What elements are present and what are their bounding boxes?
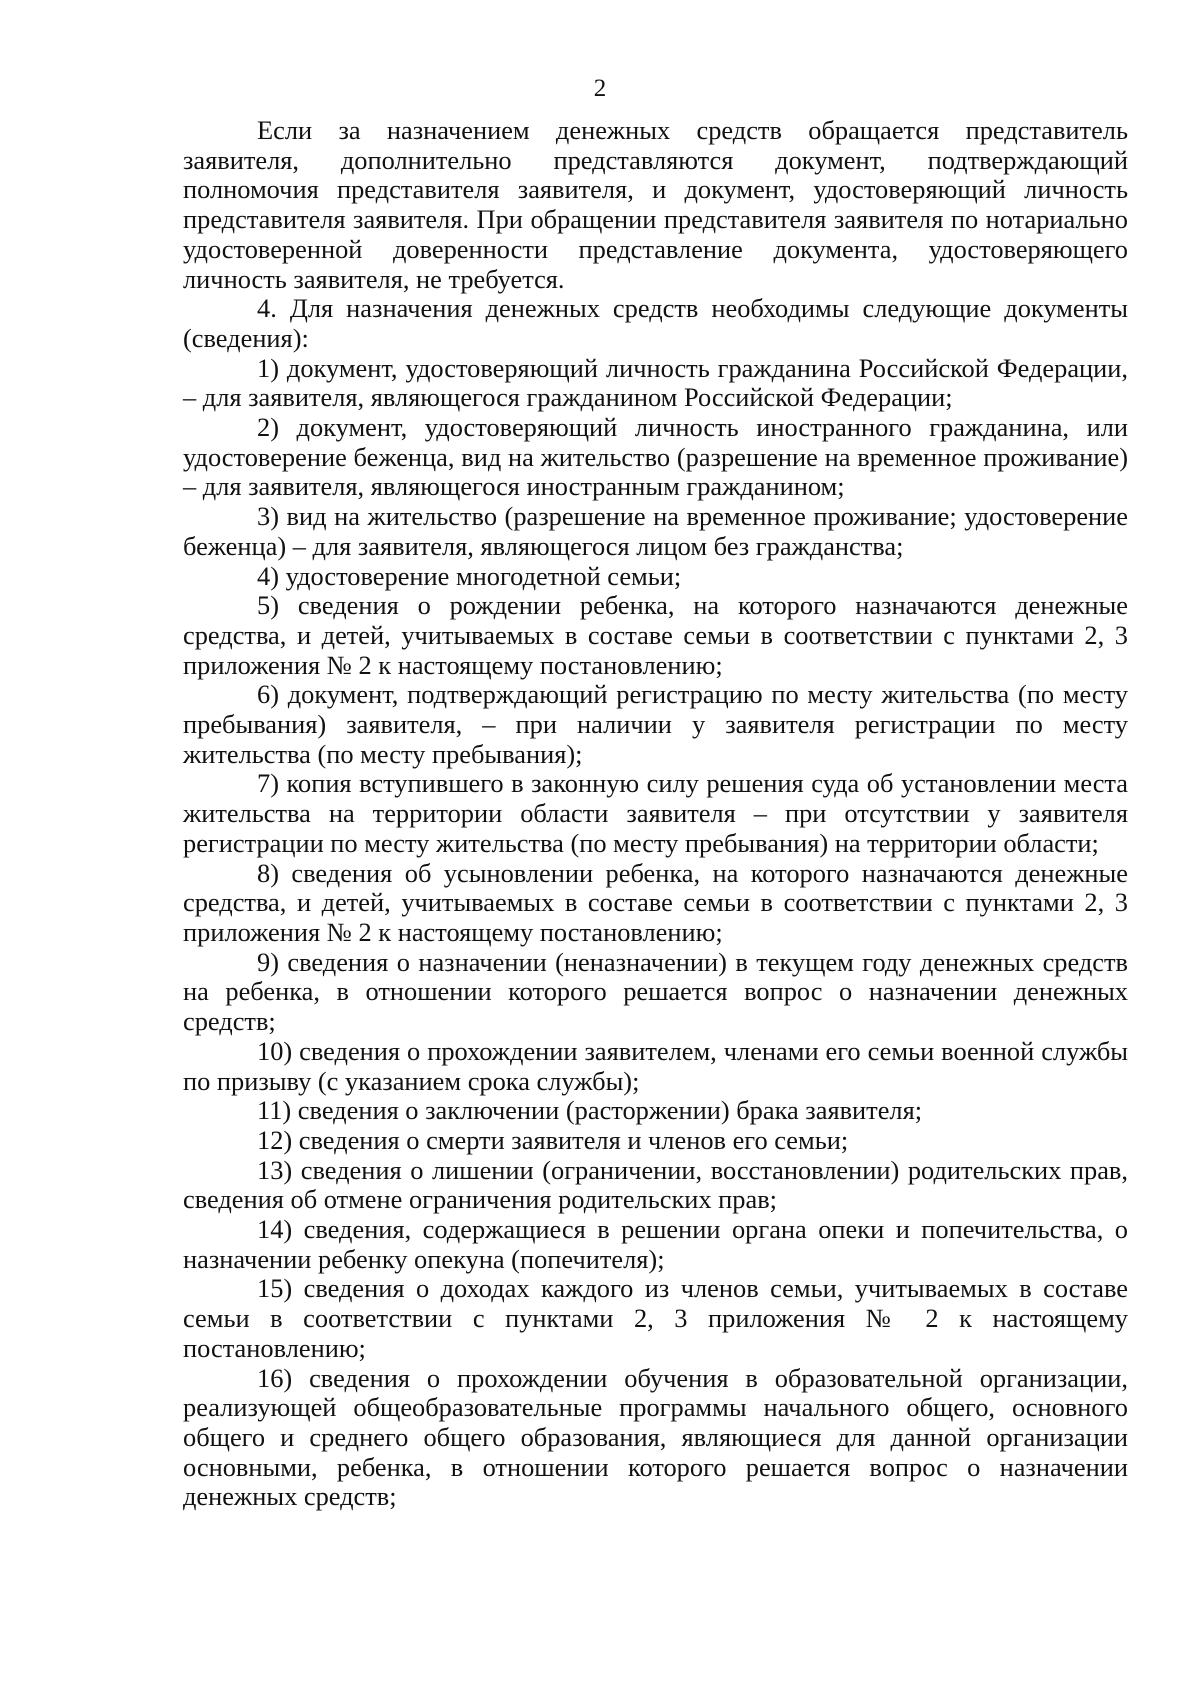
list-item-14: 14) сведения, содержащиеся в решении органа опеки и попечительства, о назначении ребенку опекуна (попечителя); xyxy=(183,1214,1128,1274)
list-item-16: 16) сведения о прохождении обучения в образовательной организации, реализующей общеобразовательные программы начального общего, основного общего и среднего общего образования, являющиеся для данной организации основными, ребенка, в отношении которого решается вопрос о назначении денежных средств; xyxy=(183,1362,1128,1512)
list-item-7: 7) копия вступившего в законную силу решения суда об установлении места жительства на территории области заявителя – при отсутствии у заявителя регистрации по месту жительства (по месту пребывания) на территории области; xyxy=(183,768,1128,858)
list-item-10: 10) сведения о прохождении заявителем, членами его семьи военной службы по призыву (с указанием срока службы); xyxy=(183,1035,1128,1096)
list-item-6: 6) документ, подтверждающий регистрацию по месту жительства (по месту пребывания) заявителя, – при наличии у заявителя регистрации по месту жительства (по месту пребывания); xyxy=(183,679,1128,769)
document-body xyxy=(183,116,1128,1512)
list-item-11: 11) сведения о заключении (расторжении) брака заявителя; xyxy=(257,1095,923,1126)
list-item-12: 12) сведения о смерти заявителя и членов его семьи; xyxy=(257,1124,849,1155)
page-number: 2 xyxy=(593,75,607,102)
list-item-8: 8) сведения об усыновлении ребенка, на которого назначаются денежные средства, и детей, учитываемых в составе семьи в соответствии с пунктами 2, 3 приложения № 2 к настоящему постановлению; xyxy=(183,857,1128,947)
list-item-13: 13) сведения о лишении (ограничении, восстановлении) родительских прав, сведения об отмене ограничения родительских прав; xyxy=(183,1154,1128,1215)
list-item-5: 5) сведения о рождении ребенка, на которого назначаются денежные средства, и детей, учитываемых в составе семьи в соответствии с пунктами 2, 3 приложения № 2 к настоящему постановлению; xyxy=(183,590,1128,680)
paragraph-item-4: 4. Для назначения денежных средств необходимы следующие документы (сведения): xyxy=(183,293,1128,353)
paragraph-representative: Если за назначением денежных средств обращается представитель заявителя, дополнительно представляются документ, подтверждающий полномочия представителя заявителя, и документ, удостоверяющий личность представителя заявителя. При обращении представителя заявителя по нотариально удостоверенной доверенности представление документа, удостоверяющего личность заявителя, не требуется. xyxy=(183,115,1128,294)
list-item-4: 4) удостоверение многодетной семьи; xyxy=(257,560,682,591)
list-item-9: 9) сведения о назначении (неназначении) в текущем году денежных средств на ребенка, в отношении которого решается вопрос о назначении денежных средств; xyxy=(183,946,1128,1037)
list-item-1: 1) документ, удостоверяющий личность гражданина Российской Федерации, – для заявителя, являющегося гражданином Российской Федерации; xyxy=(183,352,1128,413)
list-item-15: 15) сведения о доходах каждого из членов семьи, учитываемых в составе семьи в соответствии с пунктами 2, 3 приложения № 2 к настоящему постановлению; xyxy=(183,1273,1128,1363)
list-item-2: 2) документ, удостоверяющий личность иностранного гражданина, или удостоверение беженца, вид на жительство (разрешение на временное проживание) – для заявителя, являющегося иностранным гражданином; xyxy=(183,412,1128,502)
list-item-3: 3) вид на жительство (разрешение на временное проживание; удостоверение беженца) – для заявителя, являющегося лицом без гражданства; xyxy=(183,501,1128,561)
